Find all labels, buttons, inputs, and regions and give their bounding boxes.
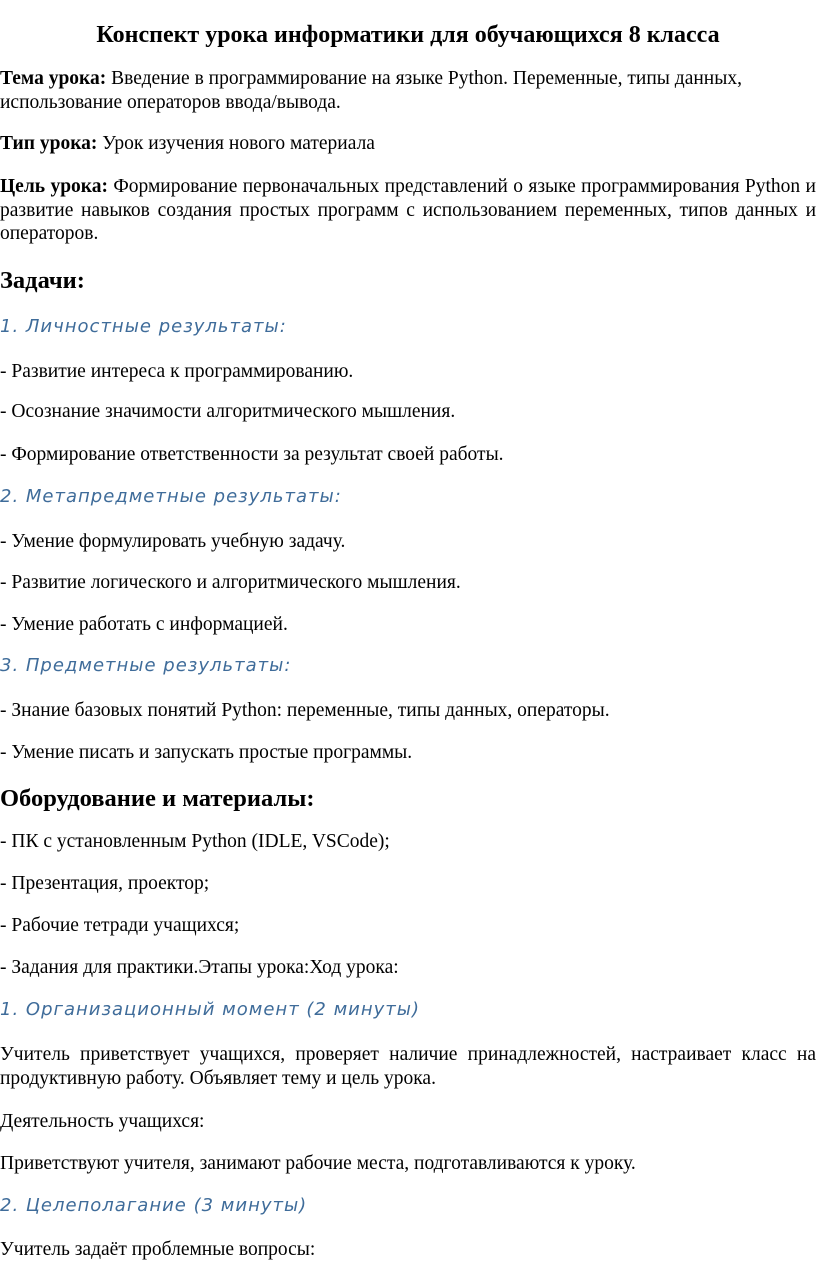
list-item: - Формирование ответственности за результат своей работы.: [0, 444, 504, 465]
lesson-type: [0, 132, 816, 156]
lesson-topic-label: Тема урока:: [0, 68, 107, 89]
lesson-goal-label: Цель урока:: [0, 176, 108, 197]
stage-org-activity-text: Приветствуют учителя, занимают рабочие места, подготавливаются к уроку.: [0, 1153, 636, 1174]
list-item: - Умение формулировать учебную задачу.: [0, 531, 346, 552]
document-title: Конспект урока информатики для обучающихся 8 класса: [96, 22, 720, 48]
lesson-type-label: Тип урока:: [0, 133, 98, 154]
list-item: - Развитие интереса к программированию.: [0, 361, 354, 382]
tasks-heading: Задачи:: [0, 267, 85, 294]
lesson-topic: [0, 67, 816, 114]
equipment-heading: Оборудование и материалы:: [0, 785, 315, 812]
list-item: - Задания для практики.Этапы урока:Ход урока:: [0, 957, 399, 978]
lesson-goal-text: Формирование первоначальных представлений о языке программирования Python и развитие навыков создания простых программ с использованием переменных, типов данных и операторов.: [0, 176, 816, 244]
stage-org-teacher-text: Учитель приветствует учащихся, проверяет наличие принадлежностей, настраивает класс на продуктивную работу. Объявляет тему и цель урока.: [0, 1044, 816, 1089]
list-item: - Умение писать и запускать простые программы.: [0, 742, 413, 763]
list-item: - Презентация, проектор;: [0, 873, 210, 894]
stage-goal-heading: 2. Целеполагание (3 минуты): [0, 1195, 308, 1216]
list-item: - Знание базовых понятий Python: переменные, типы данных, операторы.: [0, 700, 610, 721]
lesson-goal: [0, 175, 816, 246]
stage-goal-teacher-text: Учитель задаёт проблемные вопросы:: [0, 1239, 316, 1260]
list-item: - Развитие логического и алгоритмического мышления.: [0, 572, 461, 593]
personal-results-heading: 1. Личностные результаты:: [0, 316, 287, 337]
subject-results-heading: 3. Предметные результаты:: [0, 655, 292, 676]
list-item: - Умение работать с информацией.: [0, 614, 288, 635]
list-item: - Рабочие тетради учащихся;: [0, 915, 240, 936]
stage-org-heading: 1. Организационный момент (2 минуты): [0, 999, 421, 1020]
stage-org-activity-label: Деятельность учащихся:: [0, 1111, 205, 1132]
lesson-topic-text: Введение в программирование на языке Python. Переменные, типы данных, использование операторов ввода/вывода.: [0, 68, 742, 113]
lesson-type-text: Урок изучения нового материала: [97, 133, 375, 154]
list-item: - Осознание значимости алгоритмического мышления.: [0, 401, 456, 422]
meta-results-heading: 2. Метапредметные результаты:: [0, 486, 342, 507]
list-item: - ПК с установленным Python (IDLE, VSCode);: [0, 831, 390, 852]
